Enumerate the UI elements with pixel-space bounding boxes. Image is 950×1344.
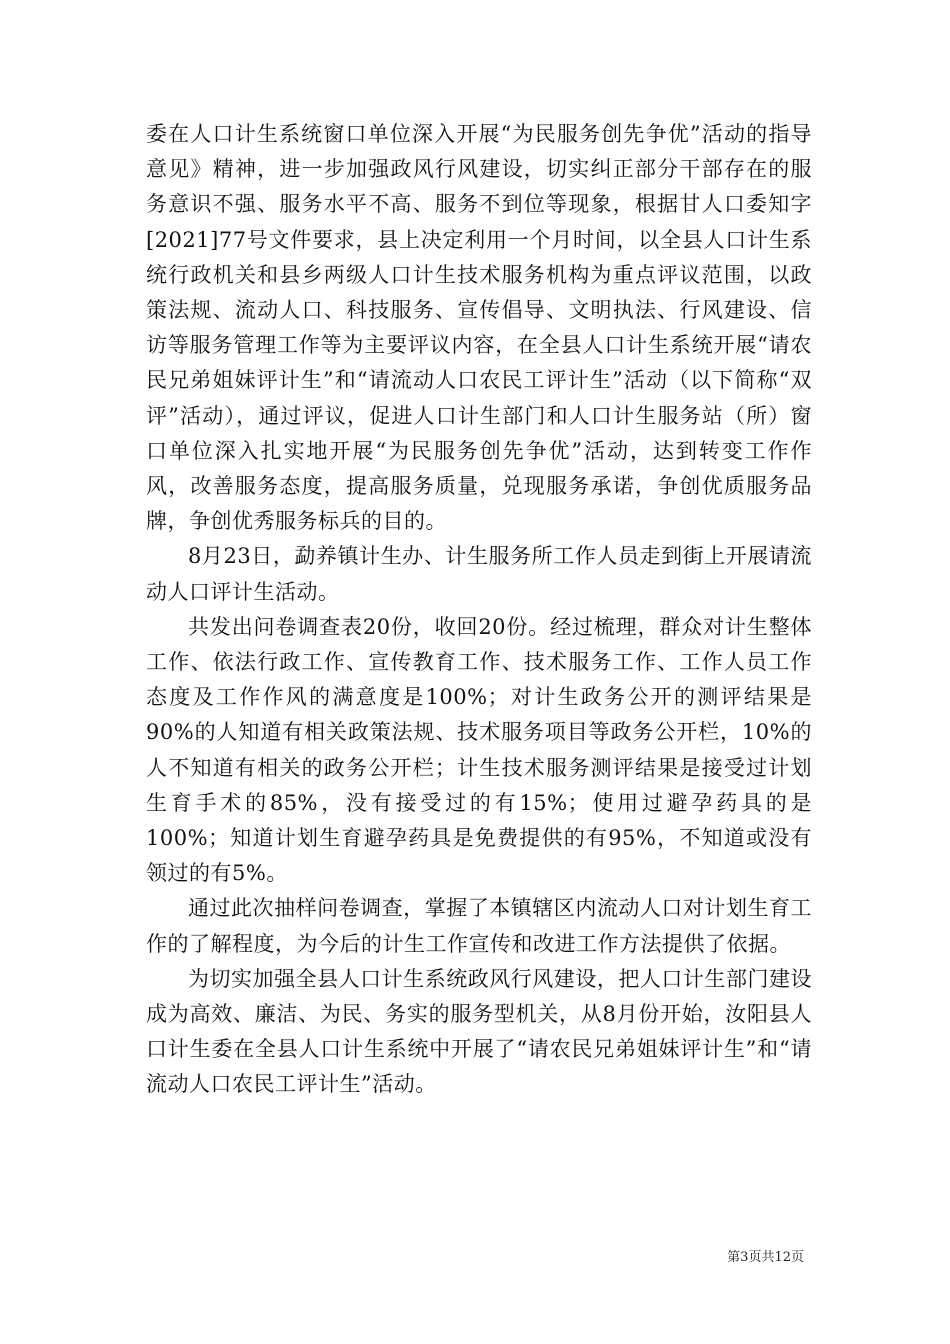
paragraph-5: 为切实加强全县人口计生系统政风行风建设，把人口计生部门建设成为高效、廉洁、为民、务实的服务型机关，从8月份开始，汝阳县人口计生委在全县人口计生系统中开展了“请农民兄弟姐妹评计生”和“请流动人口农民工评计生”活动。: [146, 966, 812, 1097]
document-body: [146, 117, 812, 1103]
paragraph-3: 共发出问卷调查表20份，收回20份。经过梳理，群众对计生整体工作、依法行政工作、宣传教育工作、技术服务工作、工作人员工作态度及工作作风的满意度是100%；对计生政务公开的测评结果是90%的人知道有相关政策法规、技术服务项目等政务公开栏，10%的人不知道有相关的政务公开栏；计生技术服务测评结果是接受过计划生育手术的85%，没有接受过的有15%；使用过避孕药具的是100%；知道计划生育避孕药具是免费提供的有95%，不知道或没有领过的有5%。: [146, 614, 812, 886]
paragraph-2: 8月23日，勐养镇计生办、计生服务所工作人员走到街上开展请流动人口评计生活动。: [146, 544, 812, 604]
page-number-footer: 第3页共12页: [727, 1250, 804, 1265]
paragraph-4: 通过此次抽样问卷调查，掌握了本镇辖区内流动人口对计划生育工作的了解程度，为今后的计生工作宣传和改进工作方法提供了依据。: [146, 896, 812, 956]
paragraph-1: 委在人口计生系统窗口单位深入开展“为民服务创先争优”活动的指导意见》精神，进一步加强政风行风建设，切实纠正部分干部存在的服务意识不强、服务水平不高、服务不到位等现象，根据甘人口委知字[2021]77号文件要求，县上决定利用一个月时间，以全县人口计生系统行政机关和县乡两级人口计生技术服务机构为重点评议范围，以政策法规、流动人口、科技服务、宣传倡导、文明执法、行风建设、信访等服务管理工作等为主要评议内容，在全县人口计生系统开展“请农民兄弟姐妹评计生”和“请流动人口农民工评计生”活动（以下简称“双评”活动），通过评议，促进人口计生部门和人口计生服务站（所）窗口单位深入扎实地开展“为民服务创先争优”活动，达到转变工作作风，改善服务态度，提高服务质量，兑现服务承诺，争创优质服务品牌，争创优秀服务标兵的目的。: [146, 122, 812, 534]
